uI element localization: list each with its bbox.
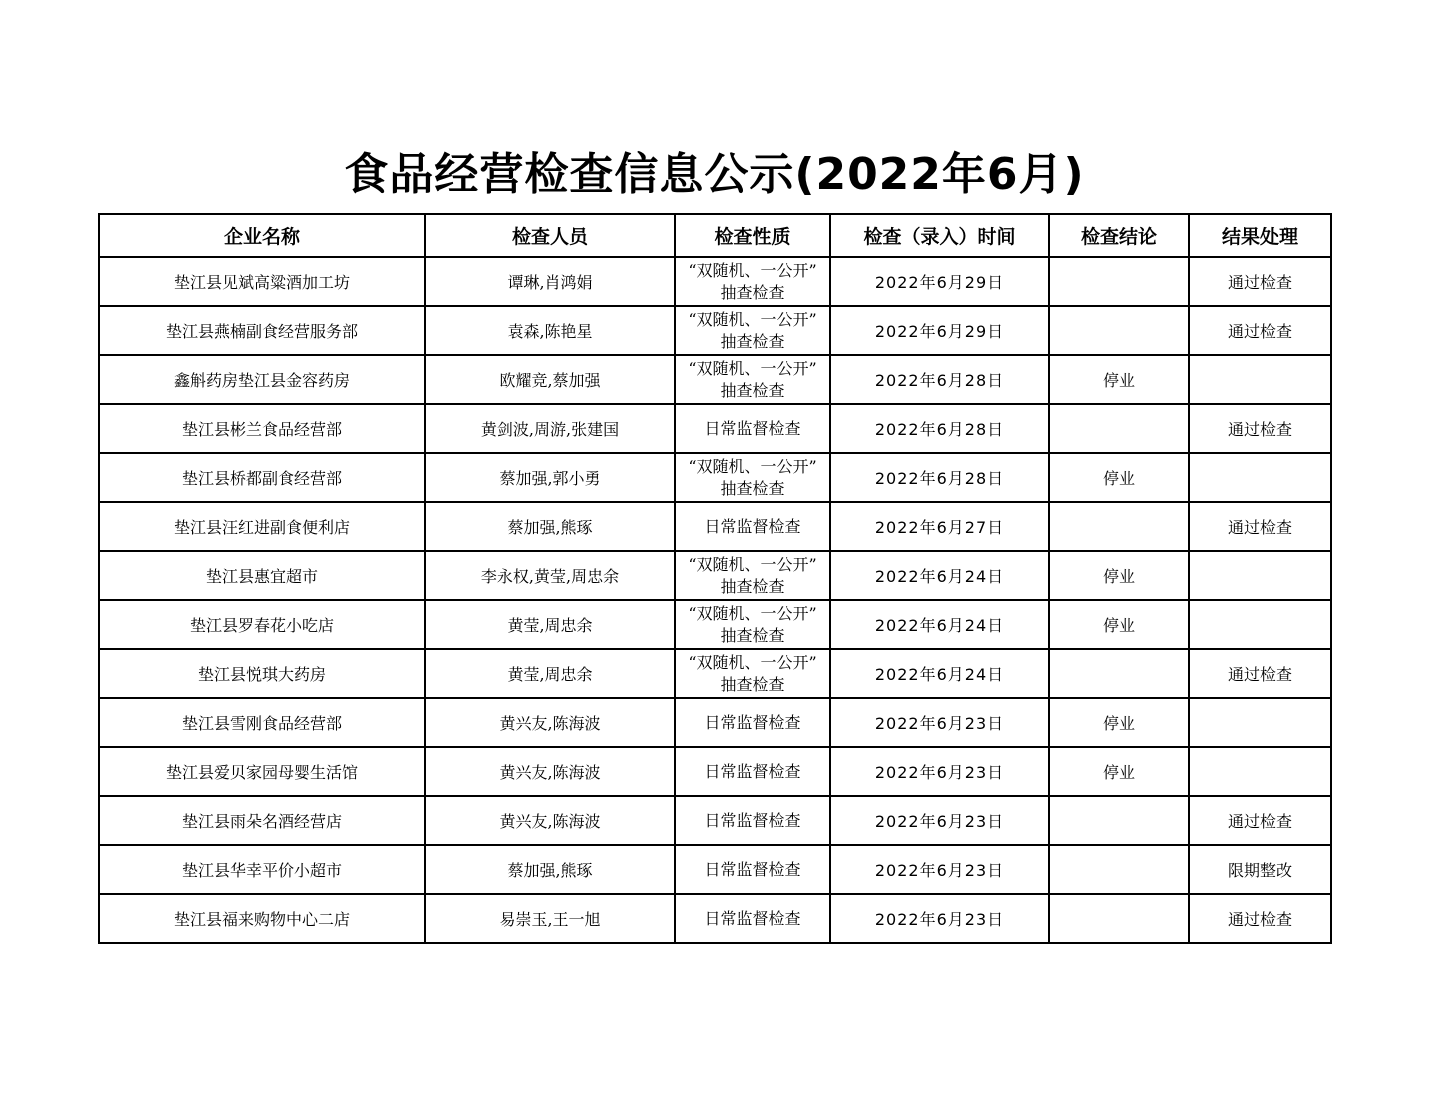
inspector-cell: 黄兴友,陈海波 (425, 747, 675, 796)
table-row (99, 355, 1331, 404)
column-header-result: 结果处理 (1189, 214, 1331, 257)
inspection-time-cell: 2022年6月29日 (830, 306, 1049, 355)
inspection-time-cell: 2022年6月28日 (830, 404, 1049, 453)
page-title: 食品经营检查信息公示(2022年6月) (344, 149, 1085, 200)
conclusion-cell (1049, 404, 1189, 453)
conclusion-cell (1049, 649, 1189, 698)
inspection-nature-line: 抽查检查 (720, 478, 785, 498)
table-row (99, 404, 1331, 453)
table-row (99, 600, 1331, 649)
table-header-row (99, 214, 1331, 257)
inspection-nature-cell (675, 796, 830, 845)
inspector-cell: 黄莹,周忠余 (425, 649, 675, 698)
result-cell (1189, 355, 1331, 404)
inspection-nature-line: 日常监督检查 (704, 810, 801, 830)
inspection-nature-line: 抽查检查 (720, 331, 785, 351)
inspection-nature-line: “双随机、一公开” (688, 652, 817, 672)
result-cell (1189, 551, 1331, 600)
inspection-time-cell: 2022年6月23日 (830, 698, 1049, 747)
table-row (99, 306, 1331, 355)
table-row (99, 747, 1331, 796)
inspection-time-cell: 2022年6月27日 (830, 502, 1049, 551)
inspector-cell: 黄莹,周忠余 (425, 600, 675, 649)
conclusion-cell: 停业 (1049, 551, 1189, 600)
inspector-cell: 蔡加强,熊琢 (425, 502, 675, 551)
inspection-nature-line: “双随机、一公开” (688, 309, 817, 329)
company-name-cell: 垫江县燕楠副食经营服务部 (99, 306, 425, 355)
conclusion-cell (1049, 845, 1189, 894)
inspector-cell: 黄剑波,周游,张建国 (425, 404, 675, 453)
table-row (99, 796, 1331, 845)
inspection-time-cell: 2022年6月24日 (830, 600, 1049, 649)
inspection-nature-line: “双随机、一公开” (688, 603, 817, 623)
conclusion-cell (1049, 894, 1189, 943)
inspection-nature-cell (675, 404, 830, 453)
company-name-cell: 垫江县桥都副食经营部 (99, 453, 425, 502)
result-cell: 限期整改 (1189, 845, 1331, 894)
table-row (99, 453, 1331, 502)
company-name-cell: 垫江县华幸平价小超市 (99, 845, 425, 894)
inspection-nature-line: 抽查检查 (720, 380, 785, 400)
inspection-nature-line: 抽查检查 (720, 282, 785, 302)
column-header-staff: 检查人员 (425, 214, 675, 257)
inspection-nature-cell (675, 600, 830, 649)
result-cell: 通过检查 (1189, 257, 1331, 306)
inspection-nature-line: 抽查检查 (720, 674, 785, 694)
company-name-cell: 鑫斛药房垫江县金容药房 (99, 355, 425, 404)
result-cell: 通过检查 (1189, 649, 1331, 698)
inspector-cell: 蔡加强,郭小勇 (425, 453, 675, 502)
inspection-time-cell: 2022年6月23日 (830, 845, 1049, 894)
inspection-nature-line: 日常监督检查 (704, 712, 801, 732)
column-header-company: 企业名称 (99, 214, 425, 257)
result-cell: 通过检查 (1189, 796, 1331, 845)
inspection-time-cell: 2022年6月28日 (830, 453, 1049, 502)
table-row (99, 257, 1331, 306)
result-cell (1189, 698, 1331, 747)
inspection-nature-cell (675, 257, 830, 306)
inspector-cell: 欧耀竞,蔡加强 (425, 355, 675, 404)
result-cell: 通过检查 (1189, 502, 1331, 551)
column-header-nature: 检查性质 (675, 214, 830, 257)
inspection-nature-line: 日常监督检查 (704, 859, 801, 879)
company-name-cell: 垫江县彬兰食品经营部 (99, 404, 425, 453)
inspection-time-cell: 2022年6月28日 (830, 355, 1049, 404)
table-row (99, 698, 1331, 747)
conclusion-cell (1049, 257, 1189, 306)
company-name-cell: 垫江县汪红进副食便利店 (99, 502, 425, 551)
inspection-nature-cell (675, 747, 830, 796)
company-name-cell: 垫江县雪刚食品经营部 (99, 698, 425, 747)
inspection-time-cell: 2022年6月24日 (830, 551, 1049, 600)
result-cell: 通过检查 (1189, 306, 1331, 355)
inspector-cell: 易崇玉,王一旭 (425, 894, 675, 943)
conclusion-cell (1049, 796, 1189, 845)
inspector-cell: 黄兴友,陈海波 (425, 796, 675, 845)
inspection-nature-cell (675, 306, 830, 355)
conclusion-cell: 停业 (1049, 747, 1189, 796)
inspector-cell: 李永权,黄莹,周忠余 (425, 551, 675, 600)
inspection-nature-cell (675, 453, 830, 502)
inspection-table (98, 213, 1332, 944)
column-header-time: 检查（录入）时间 (830, 214, 1049, 257)
table-body (99, 257, 1331, 943)
inspection-nature-cell (675, 845, 830, 894)
inspection-nature-cell (675, 698, 830, 747)
conclusion-cell: 停业 (1049, 600, 1189, 649)
inspection-nature-cell (675, 502, 830, 551)
inspection-nature-line: “双随机、一公开” (688, 260, 817, 280)
conclusion-cell: 停业 (1049, 698, 1189, 747)
result-cell: 通过检查 (1189, 404, 1331, 453)
company-name-cell: 垫江县雨朵名酒经营店 (99, 796, 425, 845)
table-row (99, 649, 1331, 698)
inspection-nature-line: 日常监督检查 (704, 908, 801, 928)
company-name-cell: 垫江县爱贝家园母婴生活馆 (99, 747, 425, 796)
result-cell: 通过检查 (1189, 894, 1331, 943)
table-row (99, 845, 1331, 894)
column-header-conclusion: 检查结论 (1049, 214, 1189, 257)
conclusion-cell (1049, 306, 1189, 355)
inspection-time-cell: 2022年6月23日 (830, 747, 1049, 796)
inspection-time-cell: 2022年6月23日 (830, 894, 1049, 943)
conclusion-cell: 停业 (1049, 355, 1189, 404)
inspection-time-cell: 2022年6月23日 (830, 796, 1049, 845)
inspection-nature-cell (675, 649, 830, 698)
inspection-nature-cell (675, 355, 830, 404)
inspection-nature-line: 日常监督检查 (704, 516, 801, 536)
result-cell (1189, 747, 1331, 796)
company-name-cell: 垫江县福来购物中心二店 (99, 894, 425, 943)
company-name-cell: 垫江县见斌高粱酒加工坊 (99, 257, 425, 306)
result-cell (1189, 453, 1331, 502)
inspection-nature-line: 日常监督检查 (704, 418, 801, 438)
table-row (99, 502, 1331, 551)
company-name-cell: 垫江县悦琪大药房 (99, 649, 425, 698)
inspection-nature-line: 抽查检查 (720, 576, 785, 596)
conclusion-cell: 停业 (1049, 453, 1189, 502)
company-name-cell: 垫江县罗春花小吃店 (99, 600, 425, 649)
inspector-cell: 谭琳,肖鸿娟 (425, 257, 675, 306)
conclusion-cell (1049, 502, 1189, 551)
inspector-cell: 蔡加强,熊琢 (425, 845, 675, 894)
inspector-cell: 黄兴友,陈海波 (425, 698, 675, 747)
inspection-nature-line: “双随机、一公开” (688, 456, 817, 476)
inspection-time-cell: 2022年6月29日 (830, 257, 1049, 306)
inspection-nature-cell (675, 551, 830, 600)
inspection-nature-cell (675, 894, 830, 943)
table-row (99, 551, 1331, 600)
result-cell (1189, 600, 1331, 649)
inspector-cell: 袁森,陈艳星 (425, 306, 675, 355)
inspection-nature-line: “双随机、一公开” (688, 358, 817, 378)
inspection-time-cell: 2022年6月24日 (830, 649, 1049, 698)
inspection-nature-line: 抽查检查 (720, 625, 785, 645)
inspection-nature-line: “双随机、一公开” (688, 554, 817, 574)
company-name-cell: 垫江县惠宜超市 (99, 551, 425, 600)
inspection-nature-line: 日常监督检查 (704, 761, 801, 781)
table-row (99, 894, 1331, 943)
